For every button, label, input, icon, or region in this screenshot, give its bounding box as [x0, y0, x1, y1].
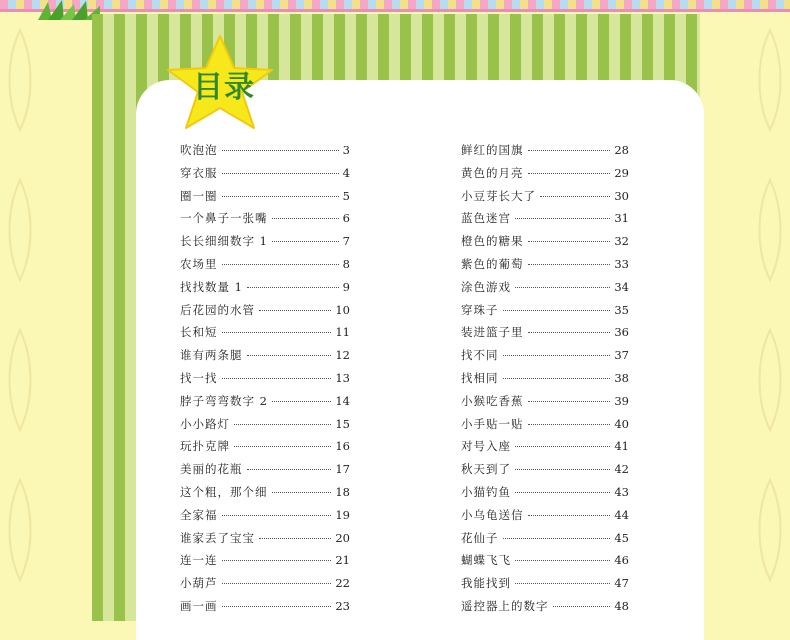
toc-entry-page: 18: [335, 484, 350, 499]
leader-dots: [503, 355, 611, 356]
toc-entry: [180, 347, 350, 370]
toc-entry: [461, 324, 629, 347]
toc-entry: [180, 530, 350, 553]
toc-entry-page: 47: [614, 576, 629, 591]
leader-dots: [272, 218, 339, 219]
toc-entry-title: 对号入座: [461, 439, 511, 454]
toc-entry-page: 48: [614, 598, 629, 613]
toc-entry: [461, 461, 629, 484]
toc-entry-page: 11: [335, 325, 350, 340]
toc-entry-title: 长和短: [180, 325, 218, 340]
toc-entry-title: 装进篮子里: [461, 325, 524, 340]
toc-entry-title: 找一找: [180, 370, 218, 385]
leader-dots: [528, 332, 611, 333]
toc-entry: [180, 256, 350, 279]
toc-entry-title: 我能找到: [461, 576, 511, 591]
toc-entry-page: 5: [342, 188, 350, 203]
toc-entry: [461, 302, 629, 325]
leader-dots: [272, 241, 339, 242]
toc-entry-page: 21: [335, 553, 350, 568]
toc-entry: [180, 438, 350, 461]
leader-dots: [222, 264, 339, 265]
toc-entry-page: 33: [614, 256, 629, 271]
leader-dots: [528, 241, 611, 242]
toc-entry: [461, 256, 629, 279]
toc-entry: [180, 370, 350, 393]
toc-entry-title: 连一连: [180, 553, 218, 568]
toc-entry-title: 长长细细数字 1: [180, 234, 268, 249]
toc-entry-title: 玩扑克牌: [180, 439, 230, 454]
leader-dots: [528, 515, 611, 516]
leader-dots: [222, 173, 339, 174]
toc-entry-title: 圈一圈: [180, 188, 218, 203]
toc-entry: [180, 165, 350, 188]
toc-entry-page: 22: [335, 576, 350, 591]
toc-entry-title: 穿衣服: [180, 165, 218, 180]
toc-entry-title: 小葫芦: [180, 576, 218, 591]
top-border-strip: [0, 0, 790, 12]
toc-entry-title: 小乌龟送信: [461, 507, 524, 522]
toc-entry: [461, 347, 629, 370]
toc-entry-title: 这个粗，那个细: [180, 484, 268, 499]
toc-entry-title: 谁有两条腿: [180, 348, 243, 363]
toc-entry: [180, 142, 350, 165]
toc-entry-page: 29: [614, 165, 629, 180]
leader-dots: [222, 606, 332, 607]
toc-entry-page: 40: [614, 416, 629, 431]
toc-entry-title: 小小路灯: [180, 416, 230, 431]
toc-entry: [461, 188, 629, 211]
toc-entry: [180, 461, 350, 484]
toc-entry: [180, 210, 350, 233]
toc-entry-page: 45: [614, 530, 629, 545]
toc-entry-title: 农场里: [180, 256, 218, 271]
toc-entry-page: 17: [335, 462, 350, 477]
toc-entry-page: 23: [335, 598, 350, 613]
leader-dots: [234, 424, 331, 425]
toc-entry-title: 鲜红的国旗: [461, 143, 524, 157]
toc-entry: [461, 552, 629, 575]
right-feather-pattern: [752, 20, 788, 621]
leader-dots: [540, 196, 610, 197]
toc-entry-page: 10: [335, 302, 350, 317]
toc-entry-title: 穿珠子: [461, 302, 499, 317]
toc-left-column: [180, 142, 350, 621]
toc-entry: [461, 507, 629, 530]
leader-dots: [247, 287, 339, 288]
toc-entry-title: 遥控器上的数字: [461, 598, 549, 613]
toc-entry-title: 秋天到了: [461, 462, 511, 477]
toc-entry-page: 28: [614, 143, 629, 157]
toc-entry: [461, 142, 629, 165]
toc-entry-title: 小猫钓鱼: [461, 484, 511, 499]
leader-dots: [503, 378, 611, 379]
toc-entry: [461, 530, 629, 553]
toc-entry: [180, 393, 350, 416]
leader-dots: [528, 150, 611, 151]
leader-dots: [515, 446, 610, 447]
toc-entry: [461, 233, 629, 256]
toc-entry-title: 蝴蝶飞飞: [461, 553, 511, 568]
toc-entry-title: 一个鼻子一张嘴: [180, 211, 268, 226]
toc-entry-page: 13: [335, 370, 350, 385]
toc-entry: [461, 438, 629, 461]
toc-entry: [461, 575, 629, 598]
toc-entry-page: 20: [335, 530, 350, 545]
leader-dots: [247, 469, 332, 470]
toc-entry-title: 找找数量 1: [180, 279, 243, 294]
toc-right-column: [461, 142, 629, 621]
leader-dots: [259, 310, 331, 311]
leader-dots: [272, 492, 332, 493]
toc-entry-page: 44: [614, 507, 629, 522]
toc-entry-title: 蓝色迷宫: [461, 211, 511, 226]
leader-dots: [528, 401, 611, 402]
toc-entry-title: 美丽的花瓶: [180, 462, 243, 477]
toc-entry-title: 画一画: [180, 598, 218, 613]
toc-entry: [180, 484, 350, 507]
leader-dots: [515, 560, 610, 561]
leader-dots: [515, 218, 610, 219]
toc-entry: [180, 507, 350, 530]
toc-entry-page: 6: [342, 211, 350, 226]
leader-dots: [259, 538, 331, 539]
leader-dots: [515, 287, 610, 288]
toc-entry-page: 32: [614, 234, 629, 249]
toc-entry: [180, 302, 350, 325]
toc-entry-page: 8: [342, 256, 350, 271]
toc-entry-title: 小手贴一贴: [461, 416, 524, 431]
toc-entry-title: 找不同: [461, 348, 499, 363]
toc-entry: [180, 188, 350, 211]
toc-entry: [180, 575, 350, 598]
toc-entry: [461, 210, 629, 233]
toc-entry-page: 16: [335, 439, 350, 454]
toc-entry-title: 脖子弯弯数字 2: [180, 393, 268, 408]
leader-dots: [272, 401, 331, 402]
toc-entry-title: 橙色的糖果: [461, 234, 524, 249]
toc-entry-page: 3: [342, 143, 350, 157]
leader-dots: [234, 446, 331, 447]
toc-entry-page: 34: [614, 279, 629, 294]
leader-dots: [222, 378, 332, 379]
toc-entry-title: 谁家丢了宝宝: [180, 530, 255, 545]
toc-entry-page: 42: [614, 462, 629, 477]
leader-dots: [222, 583, 332, 584]
toc-entry-page: 12: [335, 348, 350, 363]
leader-dots: [528, 264, 611, 265]
toc-entry-page: 7: [342, 234, 350, 249]
toc-entry-page: 35: [614, 302, 629, 317]
toc-entry: [180, 279, 350, 302]
toc-entry-page: 4: [342, 165, 350, 180]
toc-entry-page: 31: [614, 211, 629, 226]
toc-entry: [461, 598, 629, 621]
toc-entry-page: 41: [614, 439, 629, 454]
toc-entry: [180, 552, 350, 575]
toc-entry: [461, 416, 629, 439]
toc-entry-title: 找相同: [461, 370, 499, 385]
leader-dots: [222, 332, 332, 333]
toc-entry: [180, 233, 350, 256]
toc-entry-page: 14: [335, 393, 350, 408]
toc-entry-page: 19: [335, 507, 350, 522]
toc-entry-title: 花仙子: [461, 530, 499, 545]
toc-entry-page: 9: [342, 279, 350, 294]
leader-dots: [515, 492, 610, 493]
toc-entry-page: 38: [614, 370, 629, 385]
toc-entry-title: 吹泡泡: [180, 143, 218, 157]
leader-dots: [222, 515, 332, 516]
leader-dots: [553, 606, 611, 607]
leader-dots: [222, 560, 332, 561]
toc-entry-title: 涂色游戏: [461, 279, 511, 294]
page-title: 目录: [193, 70, 255, 105]
toc-entry-page: 46: [614, 553, 629, 568]
toc-entry: [461, 370, 629, 393]
toc-entry: [461, 484, 629, 507]
toc-entry-page: 30: [614, 188, 629, 203]
leader-dots: [222, 150, 339, 151]
toc-entry: [180, 416, 350, 439]
leader-dots: [528, 173, 611, 174]
leader-dots: [503, 310, 611, 311]
toc-entry: [461, 165, 629, 188]
left-feather-pattern: [2, 20, 38, 621]
toc-entry-page: 36: [614, 325, 629, 340]
leader-dots: [247, 355, 332, 356]
leader-dots: [503, 538, 611, 539]
toc-entry-page: 43: [614, 484, 629, 499]
toc-entry-title: 紫色的葡萄: [461, 256, 524, 271]
toc-entry-page: 39: [614, 393, 629, 408]
leader-dots: [515, 469, 610, 470]
toc-entry-page: 37: [614, 348, 629, 363]
toc-entry: [180, 598, 350, 621]
leader-dots: [222, 196, 339, 197]
toc-entry: [180, 324, 350, 347]
toc-entry-title: 小猴吃香蕉: [461, 393, 524, 408]
toc-entry-title: 后花园的水管: [180, 302, 255, 317]
leader-dots: [515, 583, 610, 584]
toc-entry-title: 小豆芽长大了: [461, 188, 536, 203]
toc-entry-title: 黄色的月亮: [461, 165, 524, 180]
leader-dots: [528, 424, 611, 425]
toc-entry-title: 全家福: [180, 507, 218, 522]
toc-entry: [461, 279, 629, 302]
toc-entry: [461, 393, 629, 416]
toc-entry-page: 15: [335, 416, 350, 431]
